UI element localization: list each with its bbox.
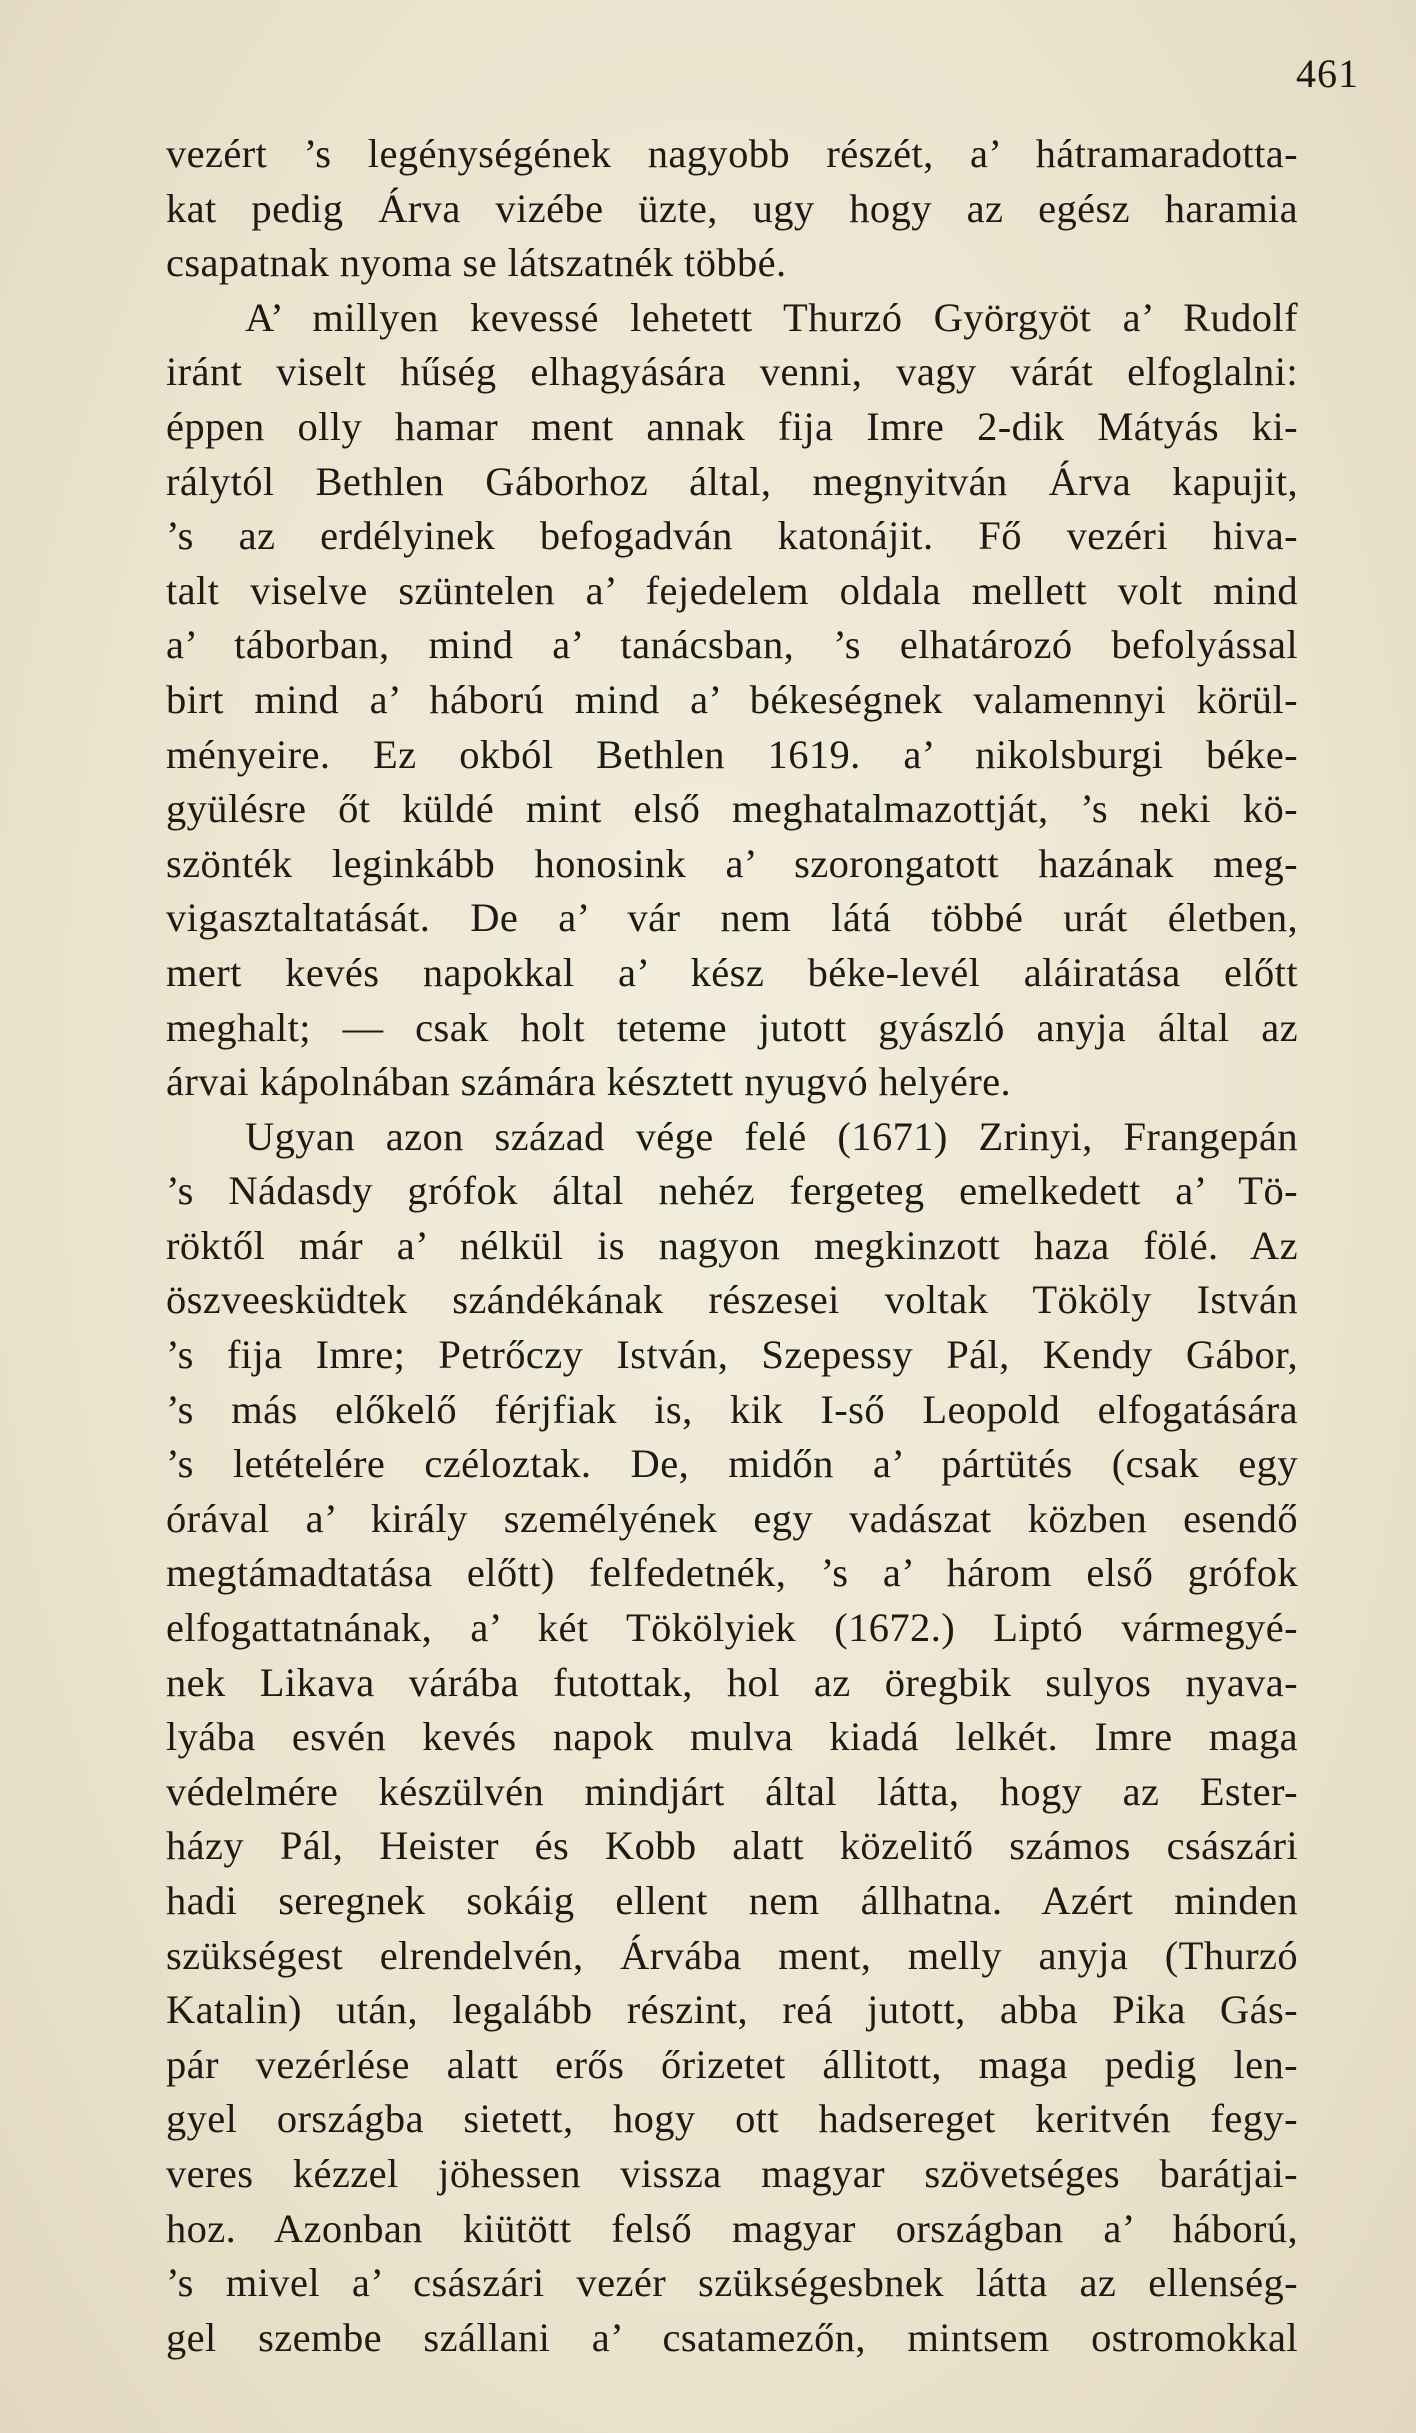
text-line: röktől már a’ nélkül is nagyon megkinzott haza fölé. Az (166, 1222, 1298, 1268)
body-text (166, 127, 1298, 2365)
text-line: kat pedig Árva vizébe üzte, ugy hogy az egész haramia (166, 185, 1298, 231)
text-line: ményeire. Ez okból Bethlen 1619. a’ nikolsburgi béke- (166, 731, 1298, 777)
text-line: gel szembe szállani a’ csatamezőn, mintsem ostromokkal (166, 2314, 1298, 2360)
page-number: 461 (1296, 51, 1359, 96)
text-line: szükségest elrendelvén, Árvába ment, melly anyja (Thurzó (166, 1932, 1298, 1978)
text-line: hadi seregnek sokáig ellent nem állhatna. Azért minden (166, 1878, 1298, 1923)
text-line: csapatnak nyoma se látszatnék többé. (166, 240, 787, 286)
text-line: pár vezérlése alatt erős őrizetet állitott, maga pedig len- (166, 2041, 1298, 2087)
text-line: vigasztaltatását. De a’ vár nem látá többé urát életben, (166, 895, 1298, 941)
text-line: Ugyan azon század vége felé (1671) Zrinyi, Frangepán (245, 1113, 1298, 1159)
text-line: vezért ’s legénységének nagyobb részét, a’ hátramaradotta- (166, 131, 1298, 176)
text-line: árvai kápolnában számára késztett nyugvó helyére. (166, 1059, 1011, 1105)
text-line: házy Pál, Heister és Kobb alatt közelitő számos császári (166, 1823, 1298, 1869)
text-line: védelmére készülvén mindjárt által látta, hogy az Ester- (166, 1768, 1298, 1814)
text-line: Katalin) után, legalább részint, reá jutott, abba Pika Gás- (166, 1987, 1298, 2033)
text-line: iránt viselt hűség elhagyására venni, vagy várát elfoglalni: (166, 349, 1298, 395)
text-line: ’s mivel a’ császári vezér szükségesbnek látta az ellenség- (166, 2260, 1298, 2306)
text-line: megtámadtatása előtt) felfedetnék, ’s a’ három első grófok (166, 1550, 1298, 1596)
text-line: lyába esvén kevés napok mulva kiadá lelkét. Imre maga (166, 1714, 1298, 1760)
text-line: hoz. Azonban kiütött felső magyar országban a’ háború, (166, 2205, 1298, 2251)
text-line: A’ millyen kevessé lehetett Thurzó Györgyöt a’ Rudolf (245, 294, 1298, 340)
text-line: elfogattatnának, a’ két Tökölyiek (1672.) Liptó vármegyé- (166, 1605, 1298, 1651)
text-line: meghalt; — csak holt teteme jutott gyászló anyja által az (166, 1004, 1298, 1050)
text-line: nek Likava várába futottak, hol az öregbik sulyos nyava- (166, 1659, 1298, 1705)
text-line: ’s más előkelő férjfiak is, kik I-ső Leopold elfogatására (166, 1386, 1298, 1432)
text-line: ’s az erdélyinek befogadván katonájit. Fő vezéri hiva- (166, 513, 1298, 559)
text-line: talt viselve szüntelen a’ fejedelem oldala mellett volt mind (166, 567, 1298, 613)
text-line: veres kézzel jöhessen vissza magyar szövetséges barátjai- (166, 2150, 1298, 2196)
text-line: birt mind a’ háború mind a’ békeségnek valamennyi körül- (166, 676, 1298, 722)
text-line: szönték leginkább honosink a’ szorongatott hazának meg- (166, 840, 1298, 886)
text-line: éppen olly hamar ment annak fija Imre 2-dik Mátyás ki- (166, 403, 1298, 449)
text-line: gyülésre őt küldé mint első meghatalmazottját, ’s neki kö- (166, 786, 1298, 832)
text-line: öszveesküdtek szándékának részesei voltak Tököly István (166, 1277, 1298, 1323)
text-line: gyel országba sietett, hogy ott hadsereget keritvén fegy- (166, 2096, 1298, 2142)
text-line: ’s letételére czéloztak. De, midőn a’ pártütés (csak egy (166, 1441, 1298, 1487)
text-line: ’s fija Imre; Petrőczy István, Szepessy Pál, Kendy Gábor, (166, 1332, 1298, 1378)
text-line: rálytól Bethlen Gáborhoz által, megnyitván Árva kapujit, (166, 458, 1298, 504)
text-line: mert kevés napokkal a’ kész béke-levél aláiratása előtt (166, 949, 1298, 995)
text-line: a’ táborban, mind a’ tanácsban, ’s elhatározó befolyással (166, 622, 1298, 668)
text-line: órával a’ király személyének egy vadászat közben esendő (166, 1495, 1298, 1541)
text-line: ’s Nádasdy grófok által nehéz fergeteg emelkedett a’ Tö- (166, 1168, 1298, 1214)
